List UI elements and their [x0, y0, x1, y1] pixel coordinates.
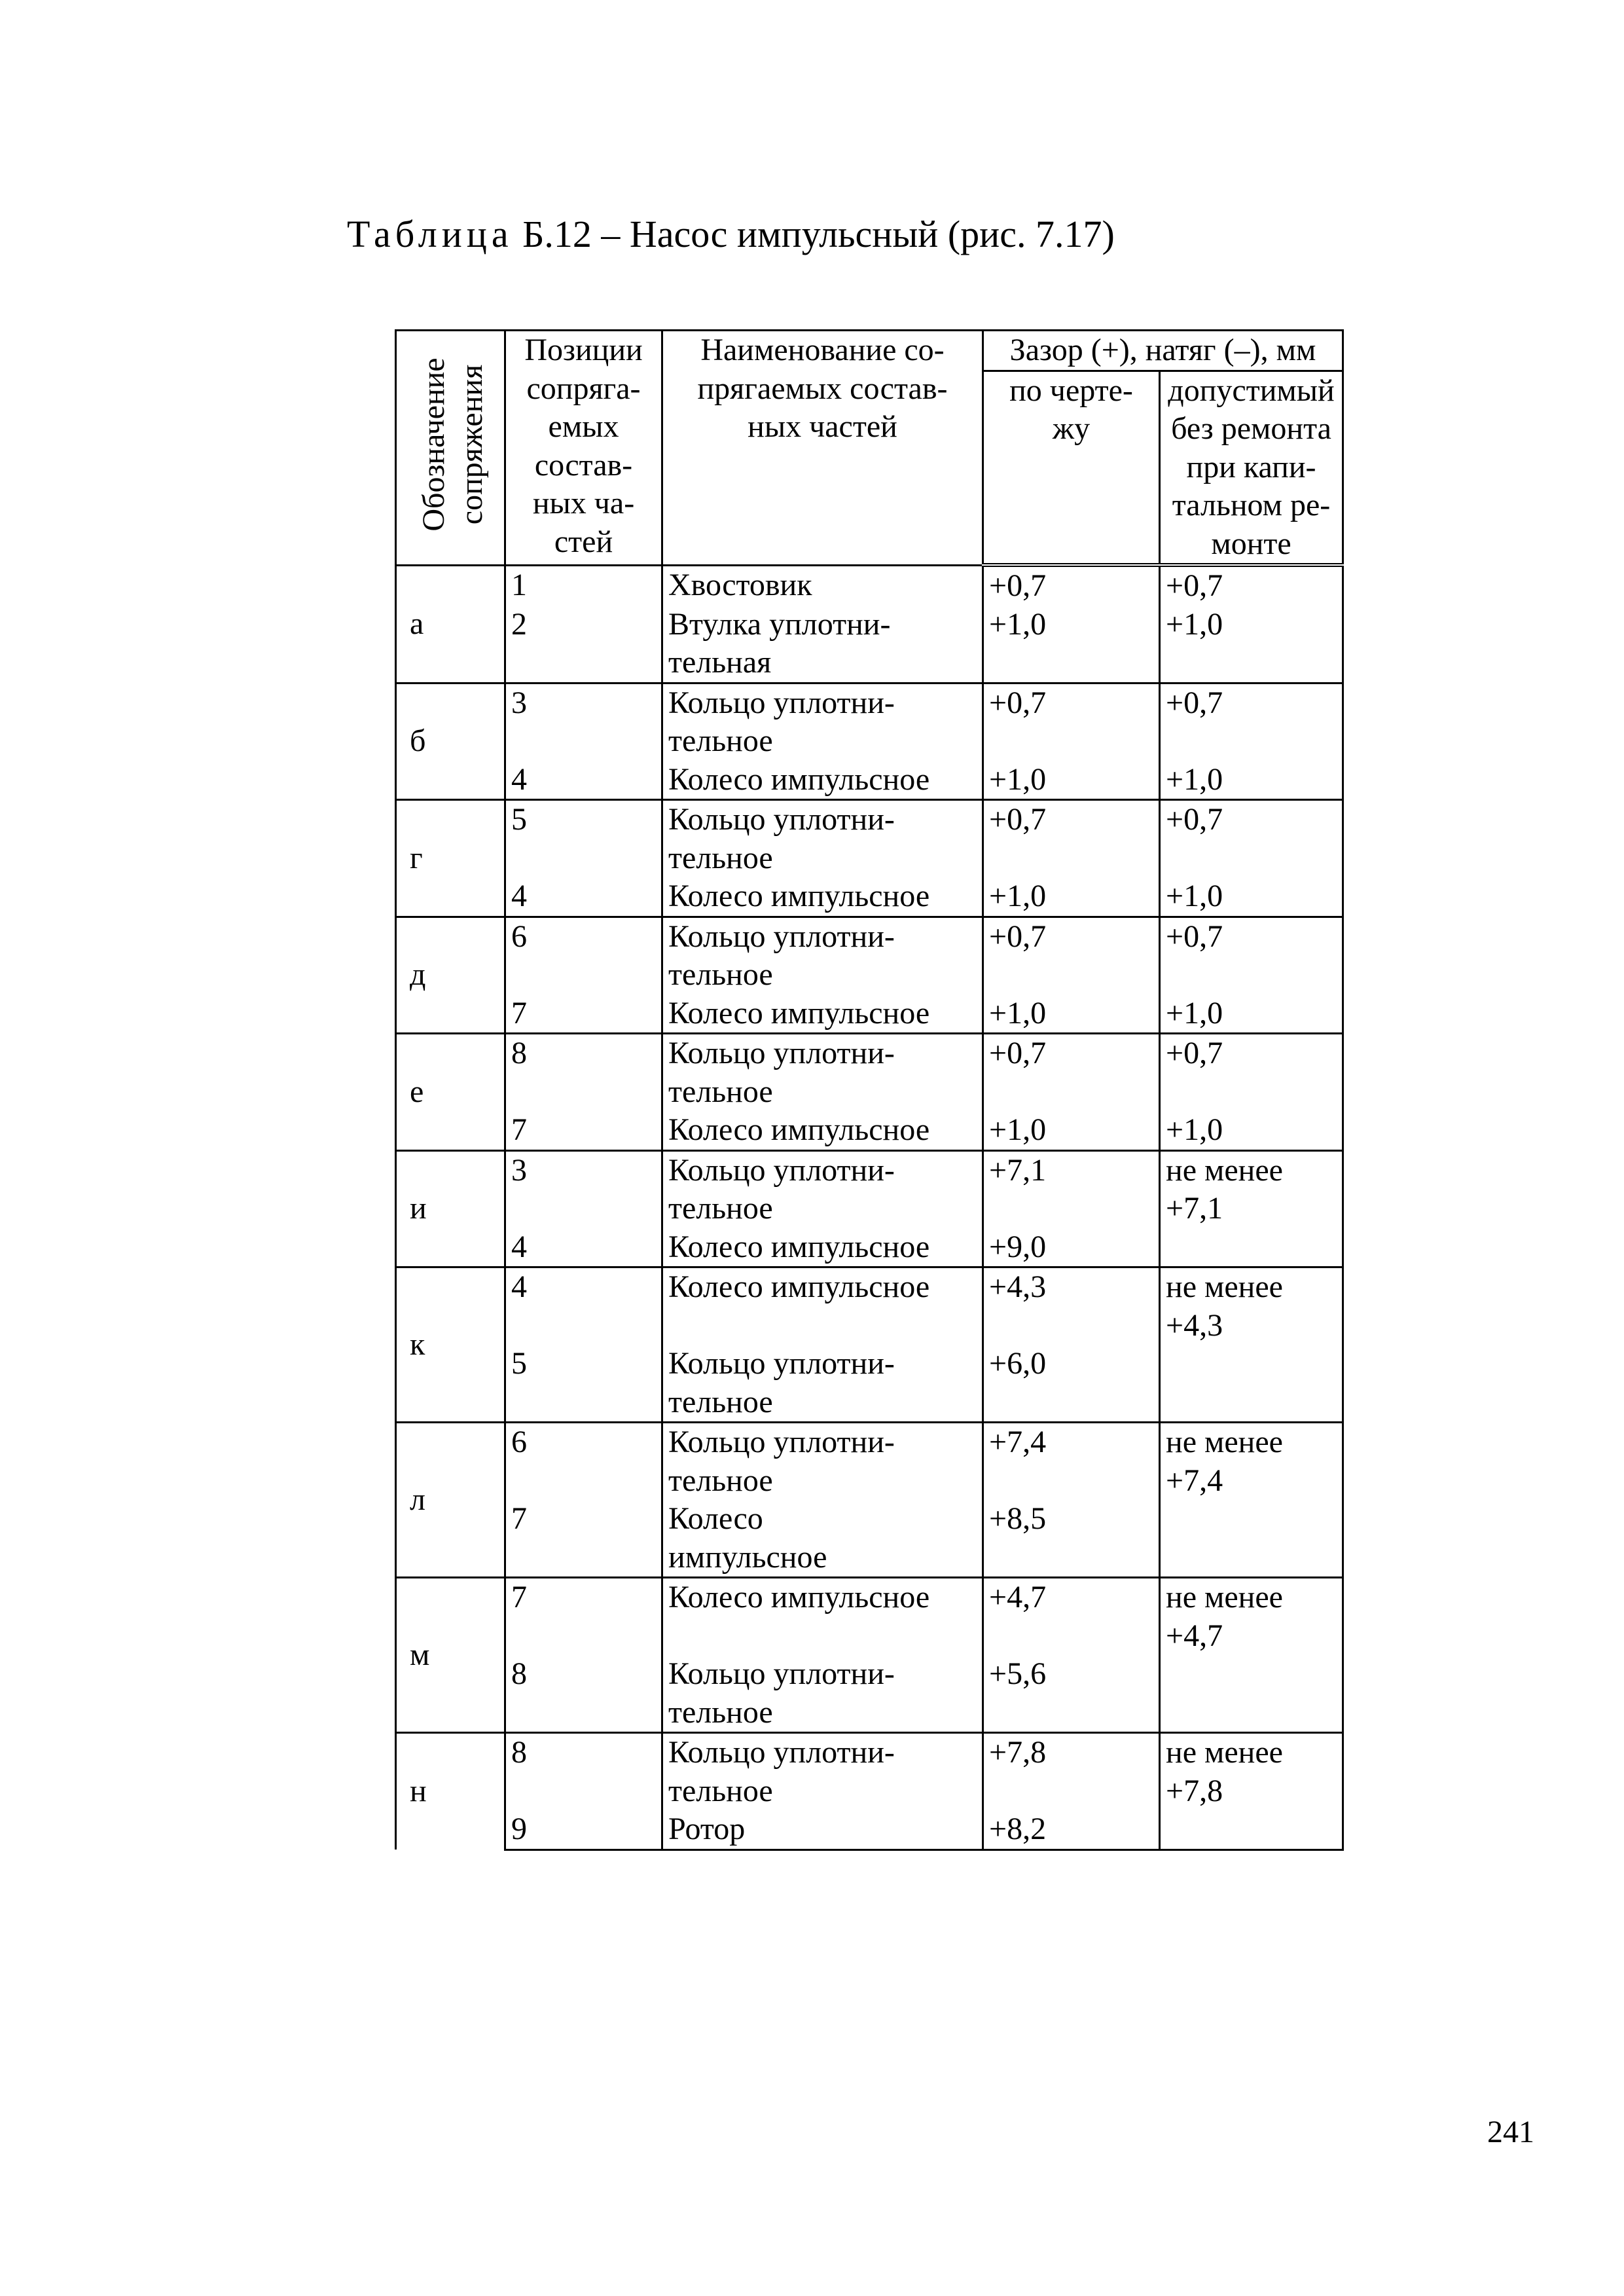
position-cell: 5 — [505, 800, 662, 878]
allowable-gap-cell: +1,0 — [1160, 1111, 1343, 1150]
drawing-gap-cell: +7,8 — [983, 1733, 1160, 1811]
position-cell: 4 — [505, 877, 662, 917]
allowable-gap-cell: +1,0 — [1160, 761, 1343, 800]
fit-group — [396, 1733, 1343, 1850]
table-row — [396, 1150, 1343, 1228]
allowable-gap-cell — [1160, 1345, 1343, 1423]
table-row — [396, 1267, 1343, 1345]
drawing-gap-cell: +5,6 — [983, 1655, 1160, 1733]
position-cell: 4 — [505, 1228, 662, 1267]
designation-cell: а — [396, 565, 505, 683]
drawing-gap-cell: +1,0 — [983, 606, 1160, 683]
part-name-cell: Колесо импульсное — [662, 1578, 983, 1656]
part-name-cell: Колесо импульсное — [662, 761, 983, 800]
drawing-gap-cell: +0,7 — [983, 565, 1160, 606]
table-row — [396, 1034, 1343, 1112]
allowable-gap-cell: +1,0 — [1160, 994, 1343, 1034]
table-header — [396, 331, 1343, 566]
table-row — [396, 994, 1343, 1034]
page-number: 241 — [1487, 2115, 1534, 2149]
position-cell: 6 — [505, 917, 662, 994]
position-cell: 8 — [505, 1655, 662, 1733]
position-cell: 5 — [505, 1345, 662, 1423]
part-name-cell: Кольцо уплотни- тельное — [662, 1034, 983, 1112]
part-name-cell: Колесо импульсное — [662, 877, 983, 917]
position-cell: 4 — [505, 761, 662, 800]
part-name-cell: Колесо импульсное — [662, 1111, 983, 1150]
drawing-gap-cell: +6,0 — [983, 1345, 1160, 1423]
drawing-gap-cell: +1,0 — [983, 761, 1160, 800]
fit-group — [396, 1150, 1343, 1267]
allowable-gap-cell: +1,0 — [1160, 877, 1343, 917]
drawing-gap-cell: +8,5 — [983, 1500, 1160, 1578]
part-name-cell: Колесо импульсное — [662, 1500, 983, 1578]
allowable-gap-cell: +0,7 — [1160, 1034, 1343, 1112]
drawing-gap-cell: +7,1 — [983, 1150, 1160, 1228]
designation-cell: д — [396, 917, 505, 1034]
fit-table — [395, 329, 1344, 1851]
drawing-gap-cell: +0,7 — [983, 800, 1160, 878]
header-designation-text: Обозначение сопряжения — [416, 357, 489, 532]
allowable-gap-cell: +0,7 — [1160, 683, 1343, 761]
position-cell: 9 — [505, 1810, 662, 1850]
designation-cell: г — [396, 800, 505, 917]
part-name-cell: Втулка уплотни- тельная — [662, 606, 983, 683]
table-row — [396, 877, 1343, 917]
part-name-cell: Кольцо уплотни- тельное — [662, 683, 983, 761]
designation-cell: б — [396, 683, 505, 800]
drawing-gap-cell: +1,0 — [983, 994, 1160, 1034]
fit-group — [396, 1578, 1343, 1733]
allowable-gap-cell — [1160, 1228, 1343, 1267]
table-row — [396, 761, 1343, 800]
fit-group — [396, 1034, 1343, 1151]
drawing-gap-cell: +7,4 — [983, 1423, 1160, 1501]
fit-group — [396, 1267, 1343, 1423]
fit-group — [396, 683, 1343, 800]
position-cell: 3 — [505, 683, 662, 761]
header-part-name: Наименование со- прягаемых состав- ных частей — [662, 331, 983, 566]
table-row — [396, 1500, 1343, 1578]
table-row — [396, 1578, 1343, 1656]
part-name-cell: Кольцо уплотни- тельное — [662, 917, 983, 994]
allowable-gap-cell — [1160, 1500, 1343, 1578]
drawing-gap-cell: +8,2 — [983, 1810, 1160, 1850]
allowable-gap-cell: +0,7 — [1160, 917, 1343, 994]
header-by-drawing: по черте- жу — [983, 371, 1160, 565]
position-cell: 1 — [505, 565, 662, 606]
table-row — [396, 1423, 1343, 1501]
allowable-gap-cell: +1,0 — [1160, 606, 1343, 683]
table-row — [396, 1655, 1343, 1733]
part-name-cell: Кольцо уплотни- тельное — [662, 1655, 983, 1733]
allowable-gap-cell: не менее +4,3 — [1160, 1267, 1343, 1345]
fit-group — [396, 800, 1343, 917]
header-gap: Зазор (+), натяг (–), мм — [983, 331, 1343, 371]
table-row — [396, 1733, 1343, 1811]
table-row — [396, 683, 1343, 761]
drawing-gap-cell: +0,7 — [983, 1034, 1160, 1112]
part-name-cell: Колесо импульсное — [662, 994, 983, 1034]
table-row — [396, 800, 1343, 878]
designation-cell: л — [396, 1423, 505, 1578]
fit-group — [396, 565, 1343, 683]
part-name-cell: Ротор — [662, 1810, 983, 1850]
allowable-gap-cell: не менее +7,8 — [1160, 1733, 1343, 1811]
part-name-cell: Колесо импульсное — [662, 1228, 983, 1267]
drawing-gap-cell: +0,7 — [983, 683, 1160, 761]
designation-cell: м — [396, 1578, 505, 1733]
position-cell: 4 — [505, 1267, 662, 1345]
part-name-cell: Кольцо уплотни- тельное — [662, 1423, 983, 1501]
header-designation — [396, 331, 505, 566]
table-row — [396, 1111, 1343, 1150]
allowable-gap-cell — [1160, 1655, 1343, 1733]
part-name-cell: Кольцо уплотни- тельное — [662, 1345, 983, 1423]
allowable-gap-cell: +0,7 — [1160, 800, 1343, 878]
position-cell: 7 — [505, 1500, 662, 1578]
designation-cell: и — [396, 1150, 505, 1267]
header-positions: Позиции сопряга- емых состав- ных ча- стей — [505, 331, 662, 566]
header-allowable: допустимый без ремонта при капи- тальном ре- монте — [1160, 371, 1343, 565]
drawing-gap-cell: +0,7 — [983, 917, 1160, 994]
position-cell: 8 — [505, 1733, 662, 1811]
part-name-cell: Кольцо уплотни- тельное — [662, 1733, 983, 1811]
caption-text: Б.12 – Насос импульсный (рис. 7.17) — [513, 213, 1115, 255]
drawing-gap-cell: +4,7 — [983, 1578, 1160, 1656]
table-row — [396, 917, 1343, 994]
position-cell: 2 — [505, 606, 662, 683]
caption-label: Таблица — [347, 213, 513, 255]
part-name-cell: Кольцо уплотни- тельное — [662, 800, 983, 878]
allowable-gap-cell: не менее +7,4 — [1160, 1423, 1343, 1501]
allowable-gap-cell: не менее +7,1 — [1160, 1150, 1343, 1228]
designation-cell: к — [396, 1267, 505, 1423]
part-name-cell: Колесо импульсное — [662, 1267, 983, 1345]
drawing-gap-cell: +1,0 — [983, 877, 1160, 917]
drawing-gap-cell: +1,0 — [983, 1111, 1160, 1150]
allowable-gap-cell: не менее +4,7 — [1160, 1578, 1343, 1656]
drawing-gap-cell: +4,3 — [983, 1267, 1160, 1345]
allowable-gap-cell — [1160, 1810, 1343, 1850]
designation-cell: н — [396, 1733, 505, 1850]
part-name-cell: Хвостовик — [662, 565, 983, 606]
table-caption — [347, 208, 1115, 261]
table-row — [396, 1810, 1343, 1850]
position-cell: 6 — [505, 1423, 662, 1501]
part-name-cell: Кольцо уплотни- тельное — [662, 1150, 983, 1228]
position-cell: 7 — [505, 994, 662, 1034]
drawing-gap-cell: +9,0 — [983, 1228, 1160, 1267]
position-cell: 7 — [505, 1111, 662, 1150]
fit-group — [396, 1423, 1343, 1578]
position-cell: 8 — [505, 1034, 662, 1112]
table-row — [396, 565, 1343, 606]
position-cell: 7 — [505, 1578, 662, 1656]
fit-group — [396, 917, 1343, 1034]
position-cell: 3 — [505, 1150, 662, 1228]
designation-cell: е — [396, 1034, 505, 1151]
table-row — [396, 1228, 1343, 1267]
table-row — [396, 1345, 1343, 1423]
table-row — [396, 606, 1343, 683]
allowable-gap-cell: +0,7 — [1160, 565, 1343, 606]
